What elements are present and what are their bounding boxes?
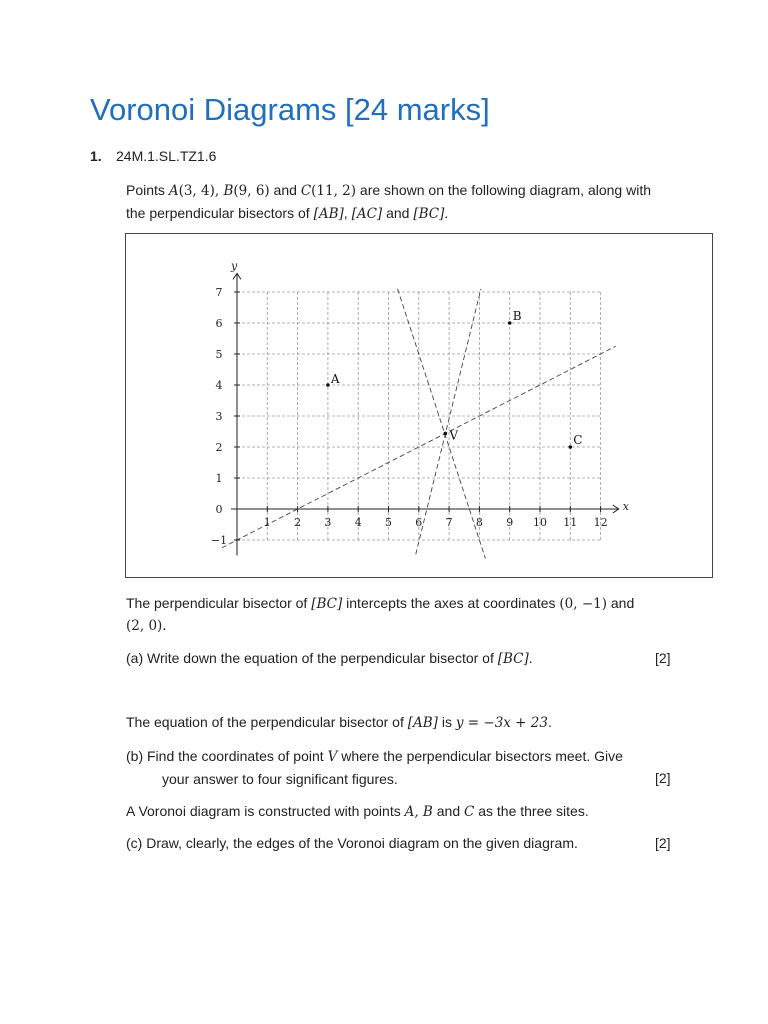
point-a: [326, 383, 330, 387]
point-v: [444, 432, 448, 436]
question-code: 24M.1.SL.TZ1.6: [116, 148, 217, 164]
y-tick-label: 4: [215, 379, 223, 392]
point-c: [569, 445, 573, 449]
part-a: (a) Write down the equation of the perpendicular bisector of [BC].: [126, 650, 533, 667]
bc-line-2: (2, 0).: [126, 618, 167, 634]
x-tick-label: 11: [563, 516, 578, 529]
grid-lines: [237, 292, 601, 540]
y-tick-label: 2: [215, 441, 223, 454]
x-tick-label: 2: [294, 516, 302, 529]
x-tick-label: 1: [263, 516, 271, 529]
tick-labels: [211, 259, 630, 547]
x-tick-label: 9: [506, 516, 514, 529]
intro-paragraph: [126, 179, 686, 225]
points: [326, 309, 582, 449]
y-tick-label: 1: [215, 472, 223, 485]
x-tick-label: 7: [445, 516, 453, 529]
bc-line-1: The perpendicular bisector of [BC] intercepts the axes at coordinates (0, −1) and: [126, 595, 635, 612]
part-c: (c) Draw, clearly, the edges of the Voronoi diagram on the given diagram.: [126, 835, 578, 851]
voronoi-paragraph: A Voronoi diagram is constructed with points A, B and C as the three sites.: [126, 803, 589, 820]
x-tick-label: 10: [533, 516, 547, 529]
bisector-ab-line: [398, 289, 486, 559]
voronoi-diagram: [126, 234, 712, 577]
bc-paragraph: [126, 592, 686, 637]
x-tick-label: 12: [593, 516, 608, 529]
x-tick-label: 4: [354, 516, 362, 529]
point-label-v: V: [449, 428, 458, 443]
x-tick-label: 8: [475, 516, 483, 529]
page-title: Voronoi Diagrams [24 marks]: [90, 92, 490, 127]
y-axis-label: y: [231, 259, 238, 273]
ab-paragraph: The equation of the perpendicular bisector of [AB] is y = −3x + 23.: [126, 714, 552, 731]
part-b: [126, 745, 686, 790]
y-tick-label: 0: [215, 503, 223, 516]
point-label-c: C: [573, 433, 583, 447]
x-tick-label: 5: [385, 516, 392, 529]
y-tick-label: 3: [215, 410, 223, 423]
intro-line-1: Points A(3, 4), B(9, 6) and C(11, 2) are shown on the following diagram, along with: [126, 182, 651, 199]
y-tick-label: 5: [215, 348, 223, 361]
x-tick-label: 6: [415, 516, 423, 529]
part-b-line-2: your answer to four significant figures.: [162, 771, 398, 787]
diagram-frame: [125, 233, 713, 578]
part-a-marks: [2]: [655, 650, 671, 666]
y-tick-label: −1: [210, 534, 228, 547]
part-c-marks: [2]: [655, 835, 671, 851]
y-tick-label: 7: [215, 286, 223, 299]
point-b: [508, 321, 512, 325]
point-label-b: B: [512, 309, 522, 323]
question-number: 1.: [90, 148, 102, 164]
part-b-line-1: (b) Find the coordinates of point V where the perpendicular bisectors meet. Give: [126, 748, 623, 765]
y-tick-label: 6: [215, 317, 223, 330]
x-axis-label: x: [622, 500, 629, 513]
part-b-marks: [2]: [655, 770, 671, 786]
intro-line-2: the perpendicular bisectors of [AB], [AC] and [BC].: [126, 205, 449, 222]
point-label-a: A: [330, 372, 340, 386]
bisector-ac-line: [416, 289, 481, 554]
x-tick-label: 3: [324, 516, 332, 529]
